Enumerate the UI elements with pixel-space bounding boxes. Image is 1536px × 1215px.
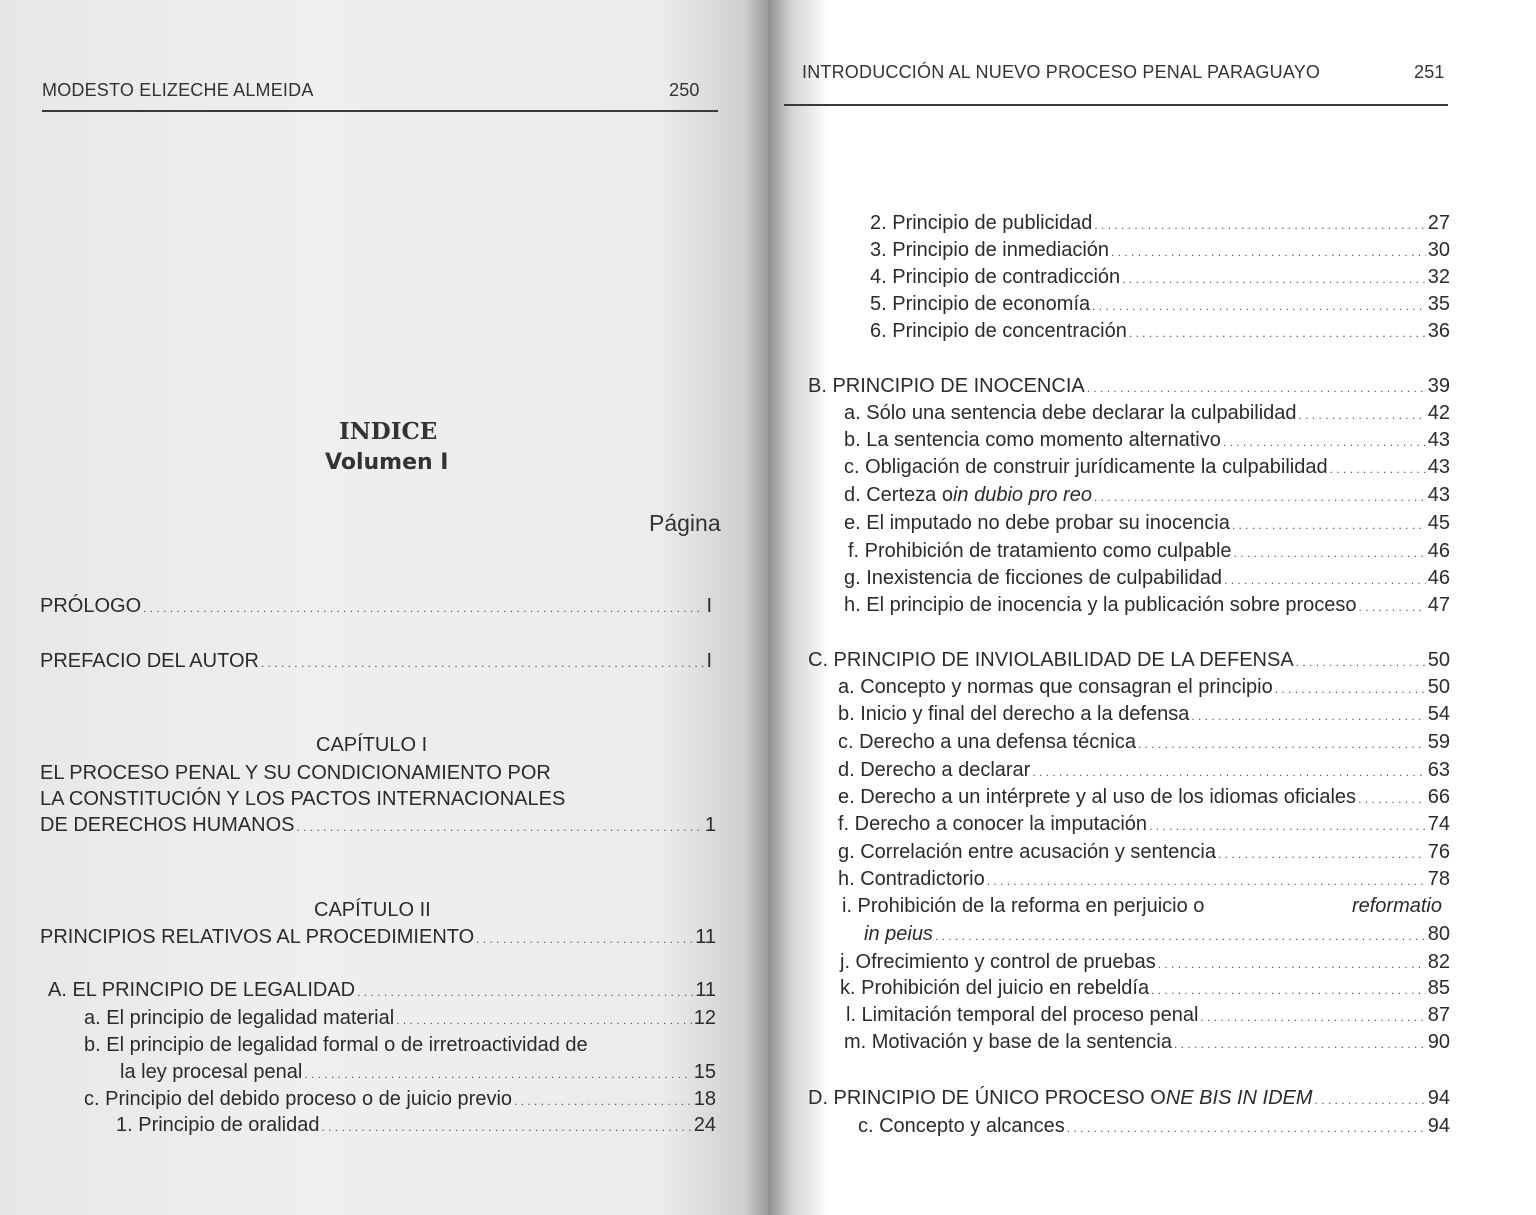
toc-entry: d. Derecho a declarar . . . 63 [838, 757, 1450, 785]
toc-entry: j. Ofrecimiento y control de pruebas . . . 82 [840, 949, 1450, 977]
toc-entry: h. Contradictorio . . . 78 [838, 866, 1450, 894]
toc-entry: e. Derecho a un intérprete y al uso de los idiomas oficiales . . . 66 [838, 784, 1450, 812]
toc-entry: c. Derecho a una defensa técnica . . . 59 [838, 729, 1450, 757]
toc-entry: g. Inexistencia de ficciones de culpabilidad . . . 46 [844, 565, 1450, 593]
toc-entry: 1. Principio de oralidad . . . 24 [116, 1112, 716, 1140]
toc-entry: f. Prohibición de tratamiento como culpable . . . 46 [848, 538, 1450, 566]
toc-entry: g. Correlación entre acusación y sentencia . . . 76 [838, 839, 1450, 867]
page-number: 251 [1414, 62, 1445, 82]
toc-entry: 2. Principio de publicidad . . . 27 [870, 210, 1450, 238]
toc-entry: c. Obligación de construir jurídicamente la culpabilidad . . . 43 [844, 454, 1450, 482]
toc-entry: a. Sólo una sentencia debe declarar la culpabilidad . . . 42 [844, 400, 1450, 428]
toc-entry: h. El principio de inocencia y la publicación sobre proceso . . . 47 [844, 592, 1450, 620]
toc-entry: 3. Principio de inmediación . . . 30 [870, 237, 1450, 265]
toc-entry: PRÓLOGO . . . I [40, 593, 712, 621]
toc-entry-line: i. Prohibición de la reforma en perjuicio o reformatio [842, 895, 1442, 917]
volume-subtitle: Volumen I [325, 450, 449, 475]
toc-entry: 6. Principio de concentración . . . 36 [870, 318, 1450, 346]
toc-entry: a. Concepto y normas que consagran el principio . . . 50 [838, 674, 1450, 702]
toc-entry: C. PRINCIPIO DE INVIOLABILIDAD DE LA DEFENSA . . . 50 [808, 647, 1450, 675]
toc-entry: a. El principio de legalidad material . . . 12 [84, 1005, 716, 1033]
toc-entry: la ley procesal penal . . . 15 [120, 1059, 716, 1087]
chapter-heading: CAPÍTULO II [314, 899, 431, 921]
chapter-title-line: EL PROCESO PENAL Y SU CONDICIONAMIENTO POR [40, 762, 551, 784]
toc-entry: A. EL PRINCIPIO DE LEGALIDAD . . . 11 [48, 977, 716, 1005]
toc-entry: f. Derecho a conocer la imputación . . . 74 [838, 811, 1450, 839]
running-header-author: MODESTO ELIZECHE ALMEIDA [42, 80, 314, 100]
toc-entry: l. Limitación temporal del proceso penal . . . 87 [846, 1002, 1450, 1030]
running-header-title: INTRODUCCIÓN AL NUEVO PROCESO PENAL PARAGUAYO [802, 62, 1321, 82]
toc-entry: d. Certeza o in dubio pro reo . . . 43 [844, 482, 1450, 510]
toc-entry: 4. Principio de contradicción . . . 32 [870, 264, 1450, 292]
toc-entry: PREFACIO DEL AUTOR . . . I [40, 648, 712, 676]
toc-entry: D. PRINCIPIO DE ÚNICO PROCESO O NE BIS IN IDEM . . . 94 [808, 1085, 1450, 1113]
right-page [768, 0, 1536, 1215]
toc-entry: k. Prohibición del juicio en rebeldía . . . 85 [840, 975, 1450, 1003]
header-rule [42, 110, 718, 112]
page-column-label: Página [649, 510, 721, 536]
toc-entry: PRINCIPIOS RELATIVOS AL PROCEDIMIENTO . . . 11 [40, 924, 716, 952]
toc-entry: c. Principio del debido proceso o de juicio previo . . . 18 [84, 1086, 716, 1114]
toc-entry: c. Concepto y alcances . . . 94 [858, 1113, 1450, 1141]
toc-entry: b. La sentencia como momento alternativo . . . 43 [844, 427, 1450, 455]
toc-entry: DE DERECHOS HUMANOS . . . 1 [40, 812, 716, 840]
chapter-heading: CAPÍTULO I [316, 734, 428, 756]
toc-entry: in peius . . . 80 [864, 921, 1450, 949]
toc-entry-line: b. El principio de legalidad formal o de irretroactividad de [84, 1034, 588, 1056]
toc-entry: b. Inicio y final del derecho a la defensa . . . 54 [838, 701, 1450, 729]
toc-entry: m. Motivación y base de la sentencia . . . 90 [844, 1029, 1450, 1057]
chapter-title-line: LA CONSTITUCIÓN Y LOS PACTOS INTERNACIONALES [40, 788, 566, 810]
index-title: INDICE [339, 418, 438, 445]
toc-entry: B. PRINCIPIO DE INOCENCIA . . . 39 [808, 373, 1450, 401]
page-number: 250 [669, 80, 700, 100]
toc-entry: 5. Principio de economía . . . 35 [870, 291, 1450, 319]
header-rule [784, 104, 1448, 106]
toc-entry: e. El imputado no debe probar su inocencia . . . 45 [844, 510, 1450, 538]
